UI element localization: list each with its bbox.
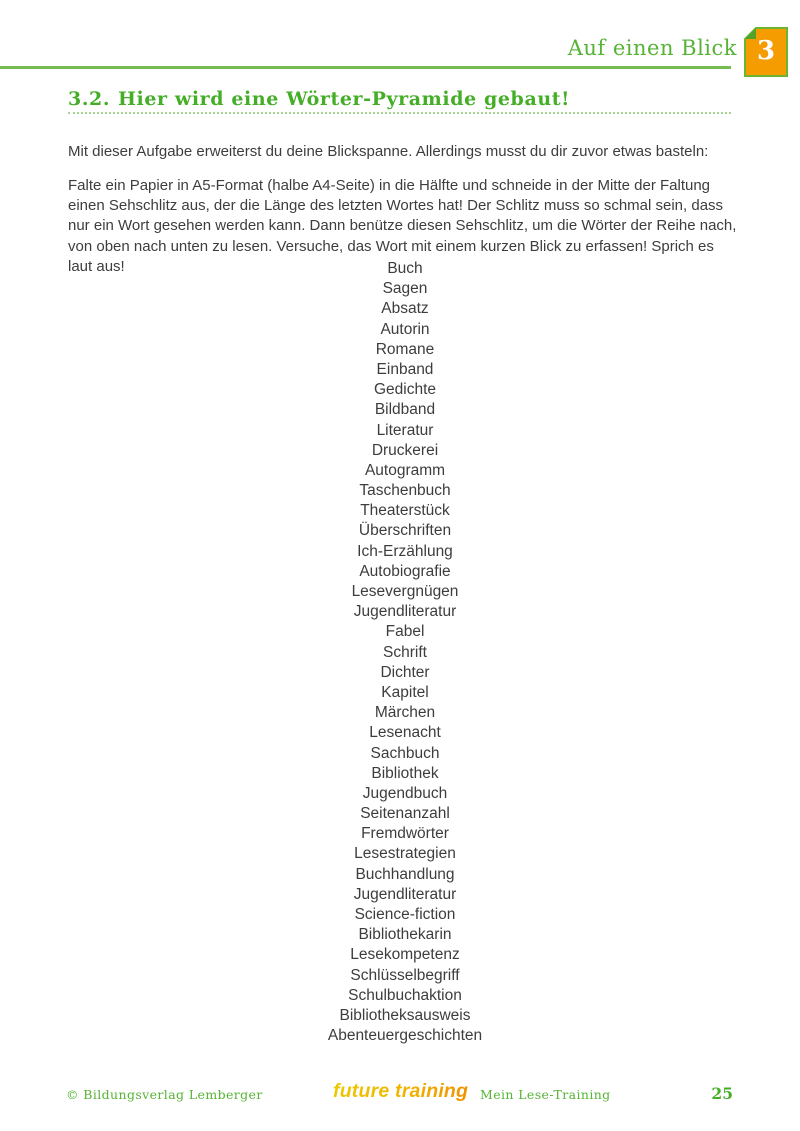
pyramid-word: Sagen [382, 280, 428, 298]
section-number: 3.2. [68, 88, 111, 110]
section-title-text: Hier wird eine Wörter-Pyramide gebaut! [118, 88, 571, 110]
header-section-label: Auf einen Blick [567, 36, 737, 60]
chapter-number: 3 [756, 36, 776, 66]
section-heading [68, 88, 748, 110]
pyramid-word: Märchen [374, 704, 436, 722]
pyramid-word: Taschenbuch [359, 482, 451, 500]
page-number: 25 [711, 1084, 733, 1103]
pyramid-word: Bibliothekarin [358, 926, 452, 944]
pyramid-word: Autogramm [364, 461, 446, 479]
pyramid-word: Fabel [385, 623, 425, 641]
pyramid-word: Schulbuchaktion [348, 986, 462, 1004]
pyramid-word: Einband [376, 360, 434, 378]
pyramid-word: Buch [387, 260, 423, 277]
pyramid-word: Buchhandlung [355, 865, 455, 883]
pyramid-word: Bibliotheksausweis [339, 1006, 471, 1024]
pyramid-word: Lesekompetenz [350, 946, 460, 964]
pyramid-word: Bildband [374, 401, 436, 419]
pyramid-word: Lesevergnügen [351, 583, 459, 600]
pyramid-word: Schlüsselbegriff [350, 966, 460, 984]
pyramid-word: Sachbuch [370, 744, 440, 762]
pyramid-word: Schrift [383, 643, 427, 661]
pyramid-word: Fremdwörter [361, 825, 449, 843]
pyramid-word: Bibliothek [371, 764, 439, 782]
chapter-page-icon [744, 27, 788, 77]
pyramid-word: Jugendliteratur [353, 885, 457, 903]
pyramid-word: Autobiografie [359, 562, 451, 580]
header-rule [0, 66, 731, 69]
pyramid-word: Kapitel [381, 683, 429, 701]
pyramid-word: Literatur [376, 421, 434, 439]
pyramid-word: Theaterstück [360, 502, 450, 520]
section-dotted-rule [68, 112, 731, 114]
pyramid-word: Autorin [380, 320, 430, 338]
footer-brand-logo: future training [333, 1080, 469, 1102]
pyramid-word: Lesenacht [369, 724, 441, 742]
pyramid-word: Jugendbuch [362, 784, 448, 802]
footer-series-title: Mein Lese-Training [480, 1087, 611, 1102]
pyramid-word: Ich-Erzählung [357, 542, 453, 560]
pyramid-word: Science-fiction [354, 906, 456, 923]
pyramid-word: Druckerei [371, 441, 439, 459]
pyramid-word: Abenteuergeschichten [327, 1027, 483, 1045]
pyramid-word: Lesestrategien [354, 845, 456, 863]
instructions-paragraph: Falte ein Papier in A5-Format (halbe A4-Seite) in die Hälfte und schneide in der Mitte der Faltung einen Sehschlitz aus, der die Länge des letzten Wortes hat! Der Schlitz muss so schmal sein, dass nur ein Wort gesehen werden kann. Dann benütze diesen Sehschlitz, um die Wörter der Reihe nach, von oben nach unten zu lesen. Versuche, das Wort mit einem kurzen Blick zu erfassen! Sprich es laut aus! [68, 177, 737, 275]
pyramid-word: Romane [375, 340, 435, 358]
pyramid-word: Seitenanzahl [360, 805, 450, 823]
intro-paragraph: Mit dieser Aufgabe erweiterst du deine Blickspanne. Allerdings musst du dir zuvor etwas basteln: [68, 143, 709, 160]
footer-copyright: © Bildungsverlag Lemberger [66, 1087, 263, 1102]
pyramid-word: Gedichte [373, 381, 437, 399]
pyramid-word: Jugendliteratur [353, 603, 457, 621]
pyramid-word: Überschriften [358, 522, 452, 540]
pyramid-word: Dichter [380, 663, 430, 681]
word-pyramid [5, 259, 800, 1046]
pyramid-word: Absatz [381, 300, 429, 318]
